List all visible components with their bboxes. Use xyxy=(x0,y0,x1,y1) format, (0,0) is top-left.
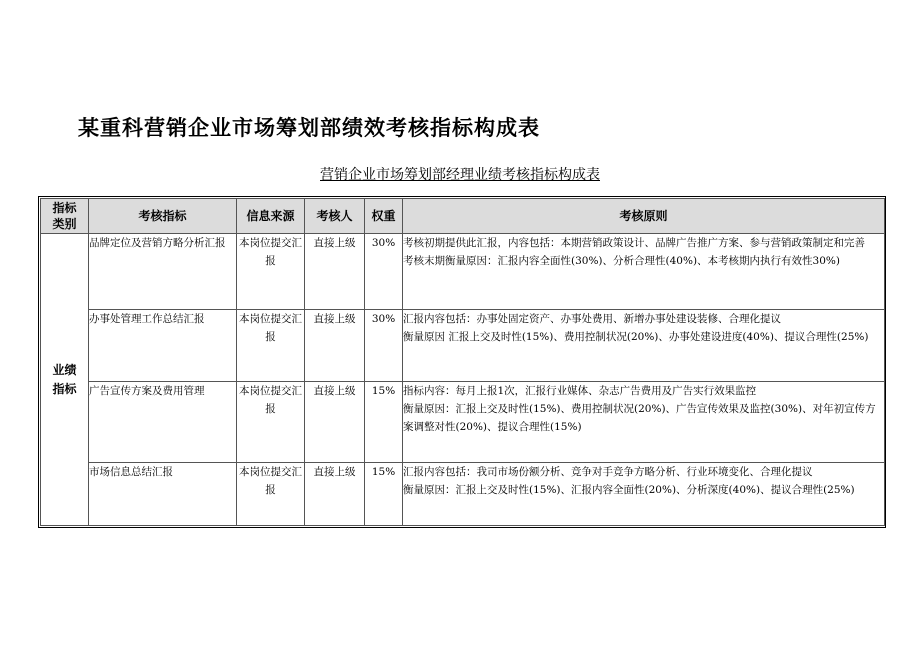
source-cell: 本岗位提交汇报 xyxy=(237,463,305,526)
indicator-cell: 市场信息总结汇报 xyxy=(89,463,237,526)
assessor-cell: 直接上级 xyxy=(305,234,365,310)
weight-cell: 30% xyxy=(365,234,403,310)
weight-cell: 15% xyxy=(365,463,403,526)
header-category: 指标 类别 xyxy=(41,199,89,234)
weight-cell: 30% xyxy=(365,310,403,382)
principle-cell: 汇报内容包括：办事处固定资产、办事处费用、新增办事处建设装修、合理化提议 衡量原因 汇报上交及时性(15%)、费用控制状况(20%)、办事处建设进度(40%)、提议合理性(25%) xyxy=(403,310,885,382)
header-indicator: 考核指标 xyxy=(89,199,237,234)
source-cell: 本岗位提交汇报 xyxy=(237,234,305,310)
category-cell: 业绩 指标 xyxy=(41,234,89,526)
header-principle: 考核原则 xyxy=(403,199,885,234)
table-row xyxy=(41,310,885,382)
indicator-cell: 办事处管理工作总结汇报 xyxy=(89,310,237,382)
assessor-cell: 直接上级 xyxy=(305,310,365,382)
table-row xyxy=(41,463,885,526)
header-assessor: 考核人 xyxy=(305,199,365,234)
header-weight: 权重 xyxy=(365,199,403,234)
indicator-cell: 品牌定位及营销方略分析汇报 xyxy=(89,234,237,310)
table-header-row xyxy=(41,199,885,234)
table-row xyxy=(41,234,885,310)
source-cell: 本岗位提交汇报 xyxy=(237,310,305,382)
assessor-cell: 直接上级 xyxy=(305,463,365,526)
kpi-table xyxy=(40,198,885,526)
source-cell: 本岗位提交汇报 xyxy=(237,382,305,463)
table-row xyxy=(41,382,885,463)
weight-cell: 15% xyxy=(365,382,403,463)
table-subtitle: 营销企业市场筹划部经理业绩考核指标构成表 xyxy=(320,167,600,183)
assessor-cell: 直接上级 xyxy=(305,382,365,463)
document-title: 某重科营销企业市场筹划部绩效考核指标构成表 xyxy=(78,116,540,140)
principle-cell: 指标内容：每月上报1次，汇报行业媒体、杂志广告费用及广告实行效果监控 衡量原因：汇报上交及时性(15%)、费用控制状况(20%)、广告宣传效果及监控(30%)、对年初宣传方案调整对性(20%)、提议合理性(15%) xyxy=(403,382,885,463)
principle-cell: 考核初期提供此汇报，内容包括：本期营销政策设计、品牌广告推广方案、参与营销政策制定和完善 考核末期衡量原因：汇报内容全面性(30%)、分析合理性(40%)、本考核期内执行有效性30%) xyxy=(403,234,885,310)
principle-cell: 汇报内容包括：我司市场份额分析、竞争对手竞争方略分析、行业环境变化、合理化提议 衡量原因：汇报上交及时性(15%)、汇报内容全面性(20%)、分析深度(40%)、提议合理性(25%) xyxy=(403,463,885,526)
indicator-cell: 广告宣传方案及费用管理 xyxy=(89,382,237,463)
header-source: 信息来源 xyxy=(237,199,305,234)
